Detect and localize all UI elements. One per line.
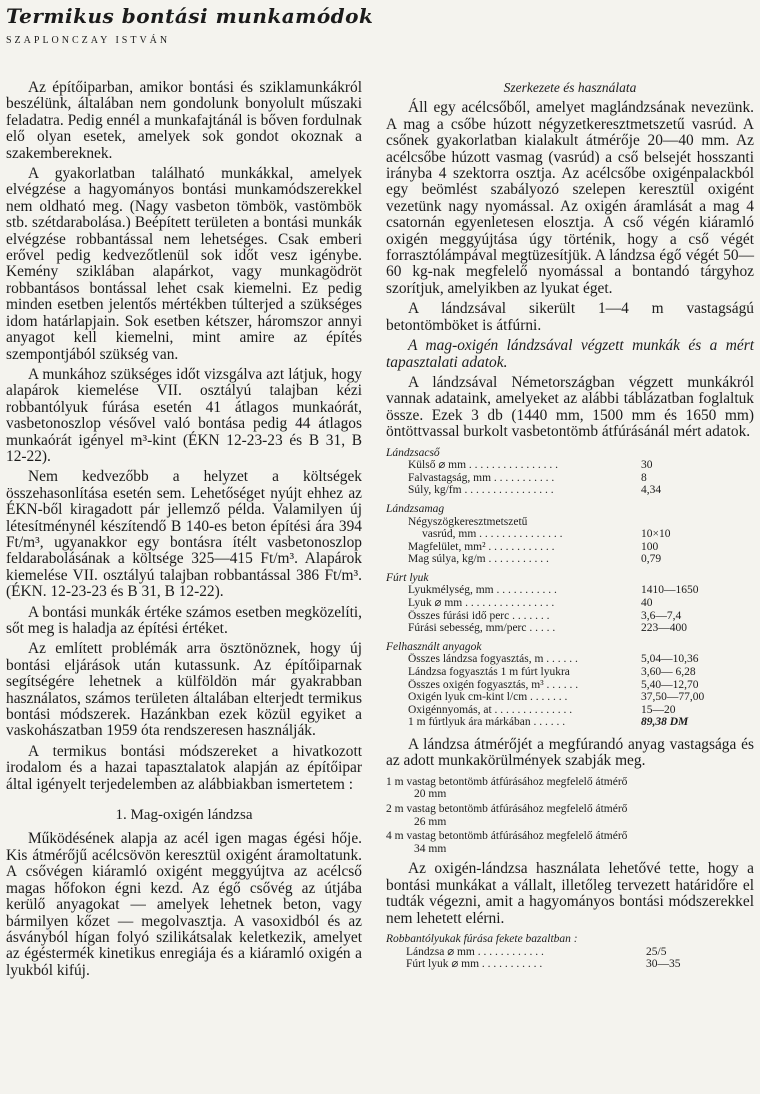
paragraph: Áll egy acélcsőből, amelyet maglándzsának nevezünk. A mag a csőbe húzott négyzetkeresztmetszetű vasrúd. A csőnek gyakorlatban kialakult átmérője 20—40 mm. Az acélcsőbe húzott vasmag (vasrúd) a cső belsejét hosszanti irányba 4 szektorra osztja. Az acélcsőbe oxigénpalackból egy beömlést szabályozó szelepen keresztül oxigént vezetünk nagy nyomással. Az oxigén áramlását a mag 4 csatornán egyenletesen elosztja. A cső végén kiáramló oxigén meggyújtása úgy történik, hogy a cső végét forrasztólámpával megtüzesítjük. A lándzsa égő végét 50—60 kg-nak megfelelő nyomással a bontandó tárgyhoz szorítjuk, amelyikben az lyukat éget. [386, 99, 754, 297]
row-value: 100 [641, 540, 659, 553]
row-value: 5,40—12,70 [641, 678, 699, 691]
paragraph: A munkához szükséges időt vizsgálva azt látjuk, hogy alapárok kiemelése VII. osztályú talajban kézi robbantólyuk fúrása esetén 41 átlagos munkaórát, vasbetonoszlop vésővel való bontása pedig 44 átlagos munkaórát igényel m³-kint (ÉKN 12-23-23 és B 31, B 12-22). [6, 365, 362, 465]
paragraph: Az oxigén-lándzsa használata lehetővé tette, hogy a bontási munkákat a vállalt, illetőleg tervezett határidőre el tudták végezni, amit a hagyományos bontási módszerekkel nem lehetett elérni. [386, 860, 754, 927]
group-title: Felhasznált anyagok [386, 640, 482, 653]
row-value: 0,79 [641, 553, 662, 566]
row-value [641, 516, 741, 529]
article-title: Termikus bontási munkamódok [6, 4, 374, 28]
row-label: vasrúd, mm . . . . . . . . . . . . . . . [422, 528, 563, 541]
table-row [386, 716, 754, 729]
row-value: 10×10 [641, 528, 671, 541]
table-row [386, 528, 754, 541]
list-item-text: 4 m vastag betontömb átfúrásához megfelelő átmérő [386, 830, 628, 843]
table-row [386, 666, 754, 679]
row-value: 89,38 DM [641, 716, 689, 729]
list-item-text: 2 m vastag betontömb átfúrásához megfelelő átmérő [386, 803, 628, 815]
table-row [386, 597, 754, 610]
row-label: Oxigén lyuk cm-kint l/cm . . . . . . . [408, 691, 568, 704]
row-label: Fúrási sebesség, mm/perc . . . . . [408, 622, 556, 635]
right-column [386, 80, 754, 971]
paragraph: A termikus bontási módszereket a hivatkozott irodalom és a hazai tapasztalatok alapján az építőipar által igényelt terjedelemben az alábbiakban ismertetem : [6, 742, 362, 793]
thickness-list [386, 776, 754, 856]
row-value: 25/5 [646, 945, 667, 958]
row-label: Lándzsa fogyasztás 1 m fúrt lyukra [408, 666, 570, 679]
table-row [386, 704, 754, 717]
section-heading: 1. Mag-oxigén lándzsa [115, 807, 253, 824]
table-row [386, 679, 754, 692]
paragraph: A lándzsa átmérőjét a megfúrandó anyag vastagsága és az adott munkakörülmények szabják meg. [386, 736, 754, 770]
group-title: Lándzsacső [386, 446, 440, 459]
list-item-diameter: 34 mm [414, 842, 447, 855]
row-value: 4,34 [641, 484, 662, 497]
row-label: Falvastagság, mm . . . . . . . . . . . [408, 471, 555, 484]
table-row [386, 541, 754, 554]
row-value: 5,04—10,36 [641, 653, 699, 666]
table-row [386, 653, 754, 666]
list-item-text: 1 m vastag betontömb átfúrásához megfelelő átmérő [386, 775, 628, 788]
row-label: Súly, kg/fm . . . . . . . . . . . . . . . . [408, 484, 554, 497]
group-title: Lándzsamag [386, 502, 445, 515]
left-column [6, 80, 362, 983]
row-value: 15—20 [641, 703, 676, 716]
paragraph: A bontási munkák értéke számos esetben megközelíti, sőt meg is haladja az építési értéket. [6, 603, 362, 637]
list-item-diameter: 20 mm [414, 788, 447, 801]
section-subheading: Szerkezete és használata [503, 80, 637, 95]
paragraph: Nem kedvezőbb a helyzet a költségek összehasonlítása esetén sem. Lehetőséget nyújt ehhez az ÉKN-ből kiragadott pár jellemző példa. Valamilyen új létesítménynél készítendő B 140-es beton építési ára 394 Ft/m³, ugyanakkor egy bontásra ítélt vasbetonoszlop feldarabolásának a költsége 325—415 Ft/m³. Alapárok kiemelése VII. osztályú talajban robbantással 386 Ft/m³. (ÉKN. 12-23-23 és B 31, B 12-22). [6, 468, 362, 601]
paragraph: Működésének alapja az acél igen magas égési hője. Kis átmérőjű acélcsövön keresztül oxigént áramoltatunk. A csővégen kiáramló oxigént meggyújtva az acélcső magas hőfokon égni kezd. Az égő csővég az útjába kerülő anyagokat — amelyek lehetnek beton, vagy bármilyen kőzet — megolvasztja. A vasoxidból és az ásványból hígan folyó szilikátsalak keletkezik, amelyet az égéstermék kinetikus enregiája és a kiáramló oxigén a lyukból kifúj. [6, 830, 362, 979]
basalt-drilling-table [386, 933, 754, 971]
table-row [386, 516, 754, 529]
table-title: Robbantólyukak fúrása fekete bazaltban : [386, 933, 578, 945]
row-label: Lándzsa ⌀ mm . . . . . . . . . . . . [406, 945, 544, 958]
row-value: 30—35 [646, 958, 681, 971]
row-label: Lyuk ⌀ mm . . . . . . . . . . . . . . . . [408, 597, 555, 610]
row-value: 40 [641, 597, 653, 610]
list-item-diameter: 26 mm [414, 815, 447, 828]
table-row [386, 622, 754, 635]
table-row [386, 484, 754, 497]
table-row [386, 584, 754, 597]
table-row [386, 553, 754, 566]
row-value: 223—400 [641, 622, 687, 635]
row-value: 3,6—7,4 [641, 609, 682, 622]
table-row [386, 946, 754, 959]
row-label: Négyszögkeresztmetszetű [408, 515, 528, 528]
list-item [386, 803, 754, 828]
row-label: Fúrt lyuk ⌀ mm . . . . . . . . . . . [406, 958, 543, 971]
paragraph: A lándzsával sikerült 1—4 m vastagságú betontömböket is átfúrni. [386, 300, 754, 334]
row-label: Mag súlya, kg/m . . . . . . . . . . . [408, 553, 549, 566]
author-name: SZAPLONCZAY ISTVÁN [6, 35, 171, 46]
row-label: 1 m fúrtlyuk ára márkában . . . . . . [408, 716, 566, 729]
row-label: Oxigénnyomás, at . . . . . . . . . . . . . . [408, 703, 573, 716]
row-label: Összes lándzsa fogyasztás, m . . . . . . [408, 653, 578, 666]
row-value: 1410—1650 [641, 584, 699, 597]
paragraph: A lándzsával Németországban végzett munkákról vannak adataink, amelyeket az alábbi táblázatban foglaltuk össze. Ezek 3 db (1440 mm, 1500 mm és 1650 mm) öntöttvassal burkolt vasbetontömb átfúrásánál mért adatok. [386, 373, 754, 441]
row-value: 30 [641, 459, 653, 472]
group-title: Fúrt lyuk [386, 571, 429, 584]
list-item [386, 776, 754, 801]
row-label: Külső ⌀ mm . . . . . . . . . . . . . . . . [408, 459, 559, 472]
list-item [386, 830, 754, 855]
paragraph: A gyakorlatban található munkákkal, amelyek elvégzése a hagyományos bontási munkamódszerekkel nem oldható meg. (Nagy vasbeton tömbök, vastömbök stb. szétdarabolása.) Beépített területen a bontási munkák elvégzése robbantással nem lehetséges. Csak emberi erővel pedig kedvezőtlenül sok időt vesz igénybe. Kemény sziklában alapárkot, vagy munkagödröt robbantásos bontással lehet csak kiemelni. Ez pedig minden esetben jelentős mértékben túlterjed a szükséges idom határlapjain. Sok esetben kétszer, háromszor annyi anyagot kell kiemelni, mint amire az építés szempontjából szükség van. [6, 165, 362, 363]
row-label: Összes fúrási idő perc . . . . . . . [408, 609, 550, 622]
row-value: 37,50—77,00 [641, 691, 705, 704]
row-label: Összes oxigén fogyasztás, m³ . . . . . . [408, 678, 579, 691]
row-label: Lyukmélység, mm . . . . . . . . . . . [408, 584, 557, 597]
italic-subheading: A mag-oxigén lándzsával végzett munkák és a mért tapasztalati adatok. [386, 337, 754, 371]
measurement-table [386, 447, 754, 729]
row-label: Magfelület, mm² . . . . . . . . . . . . [408, 540, 555, 553]
table-row [386, 459, 754, 472]
paragraph: Az építőiparban, amikor bontási és sziklamunkákról beszélünk, általában nem gondolunk bonyolult műszaki feladatra. Pedig ennél a munkafajtánál is bőven fordulnak elő olyan esetek, amelyek sok gondot okoznak a szakembereknek. [6, 79, 362, 162]
table-row [386, 472, 754, 485]
paragraph: Az említett problémák arra ösztönöznek, hogy új bontási eljárások után kutassunk. Az építőiparnak segítségére lehetnek a külföldön már gyakrabban használatos, számos területen általában elterjedt termikus bontási módszerek. Hazánkban ezek közül egyiket a vaskohászatban 1959 óta rendszeresen használják. [6, 640, 362, 740]
row-value: 3,60— 6,28 [641, 666, 696, 679]
table-row [386, 691, 754, 704]
table-row [386, 610, 754, 623]
table-row [386, 958, 754, 971]
row-value: 8 [641, 471, 647, 484]
